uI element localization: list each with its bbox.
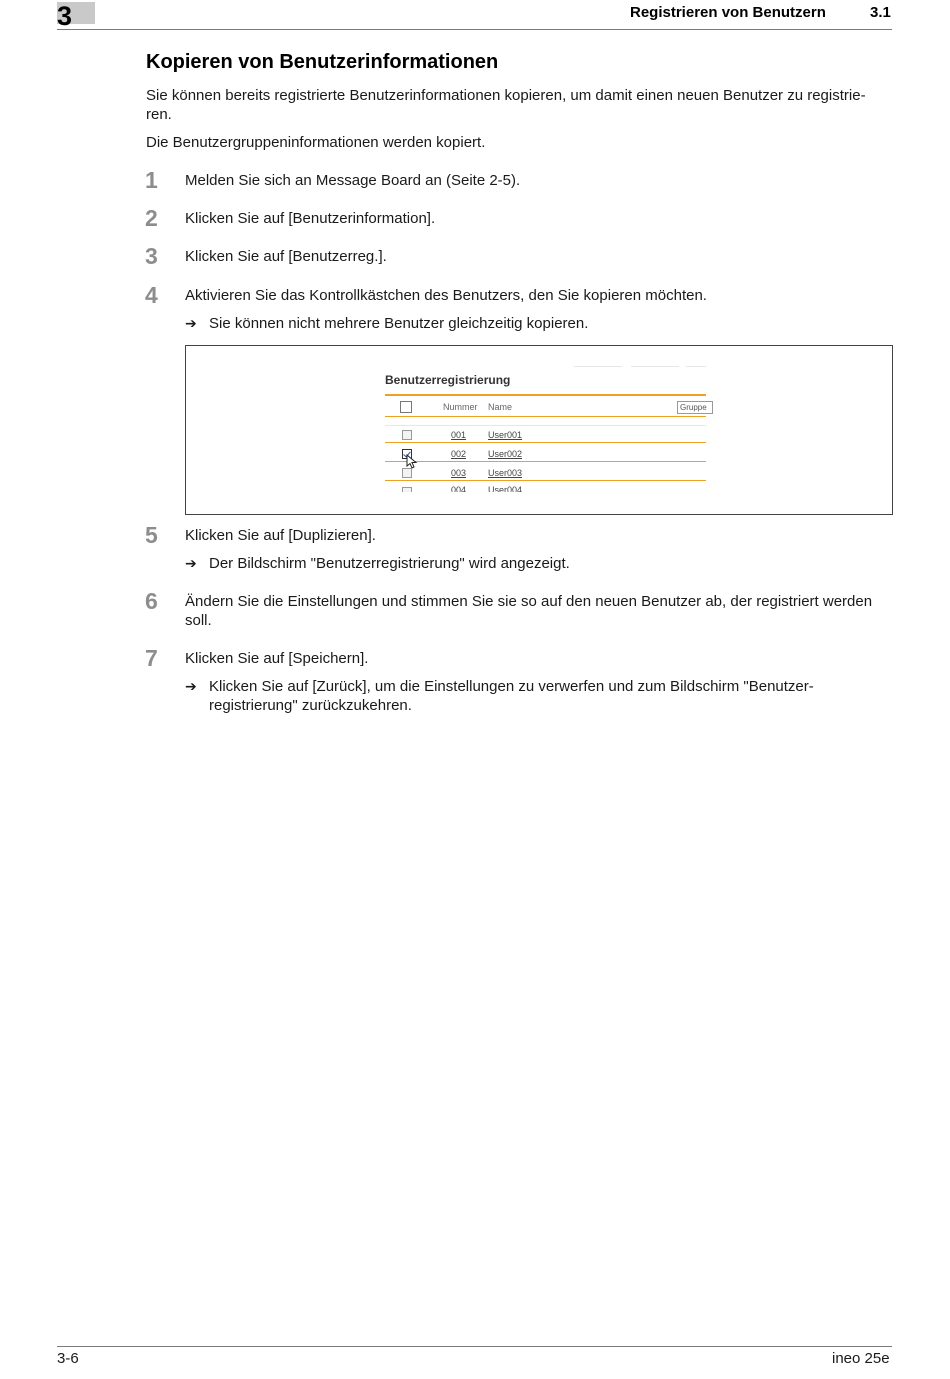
mouse-pointer-icon [406, 454, 418, 470]
user-name-link[interactable]: User004 [488, 485, 523, 492]
step-number-7: 7 [145, 645, 158, 671]
title-accent-rule [385, 394, 706, 396]
step-number-1: 1 [145, 167, 158, 193]
arrow-icon: ➔ [185, 315, 197, 331]
user-number-link[interactable]: 003 [451, 468, 467, 478]
chapter-number: 3 [57, 1, 73, 31]
step-sub-text-5: Der Bildschirm "Benutzerregistrierung" wird angezeigt. [209, 555, 570, 572]
step-text-1: Melden Sie sich an Message Board an (Seite 2-5). [185, 172, 521, 189]
step-text-4: Aktivieren Sie das Kontrollkästchen des Benutzers, den Sie kopieren möchten. [185, 287, 707, 304]
row-checkbox-004[interactable] [402, 487, 412, 492]
screenshot-title: Benutzerregistrierung [385, 373, 511, 387]
step-text-7: Klicken Sie auf [Speichern]. [185, 650, 369, 667]
arrow-icon: ➔ [185, 555, 197, 571]
step-number-5: 5 [145, 522, 158, 548]
column-header-name: Name [488, 402, 513, 412]
group-button[interactable]: Gruppe [677, 401, 713, 414]
step-sub-text-7-cont: registrierung" zurückzukehren. [209, 697, 412, 714]
select-all-checkbox[interactable] [400, 401, 412, 413]
step-text-3: Klicken Sie auf [Benutzerreg.]. [185, 248, 387, 265]
step-text-6: Ändern Sie die Einstellungen und stimmen Sie sie so auf den neuen Benutzer ab, der registriert werden [185, 593, 873, 610]
page-number: 3-6 [57, 1350, 79, 1367]
row-checkbox-001[interactable] [402, 430, 412, 440]
user-registration-screenshot [185, 345, 893, 515]
row-divider [385, 461, 706, 462]
user-name-link[interactable]: User001 [488, 430, 523, 440]
faint-tab-1 [574, 366, 622, 367]
step-text-6-cont: soll. [185, 612, 212, 629]
user-number-link[interactable]: 004 [451, 485, 467, 492]
footer-divider [57, 1346, 892, 1347]
arrow-icon: ➔ [185, 678, 197, 694]
step-number-2: 2 [145, 205, 158, 231]
step-sub-text-4: Sie können nicht mehrere Benutzer gleichzeitig kopieren. [209, 315, 589, 332]
step-text-5: Klicken Sie auf [Duplizieren]. [185, 527, 376, 544]
intro-line-2: ren. [146, 106, 172, 123]
intro-line-1: Sie können bereits registrierte Benutzerinformationen kopieren, um damit einen neuen Benutzer zu registrie- [146, 87, 866, 104]
header-title: Registrieren von Benutzern [630, 4, 826, 21]
page-heading: Kopieren von Benutzerinformationen [146, 51, 499, 73]
step-sub-text-7: Klicken Sie auf [Zurück], um die Einstellungen zu verwerfen und zum Bildschirm "Benutzer- [209, 678, 814, 695]
faint-tab-3 [686, 366, 706, 367]
step-number-6: 6 [145, 588, 158, 614]
clipped-row [186, 485, 892, 492]
user-name-link[interactable]: User002 [488, 449, 523, 459]
user-number-link[interactable]: 002 [451, 449, 467, 459]
step-text-2: Klicken Sie auf [Benutzerinformation]. [185, 210, 436, 227]
header-section-number: 3.1 [870, 4, 891, 21]
user-name-link[interactable]: User003 [488, 468, 523, 478]
column-header-number: Nummer [443, 402, 478, 412]
row-divider [385, 480, 706, 481]
step-number-3: 3 [145, 243, 158, 269]
header-row-rule [385, 416, 706, 417]
product-name: ineo 25e [832, 1350, 890, 1367]
step-number-4: 4 [145, 282, 158, 308]
header-divider [57, 29, 892, 30]
faint-tab-2 [631, 366, 679, 367]
user-number-link[interactable]: 001 [451, 430, 467, 440]
header-spacer-rule [385, 425, 706, 426]
intro-line-3: Die Benutzergruppeninformationen werden kopiert. [146, 134, 486, 151]
row-divider [385, 442, 706, 443]
